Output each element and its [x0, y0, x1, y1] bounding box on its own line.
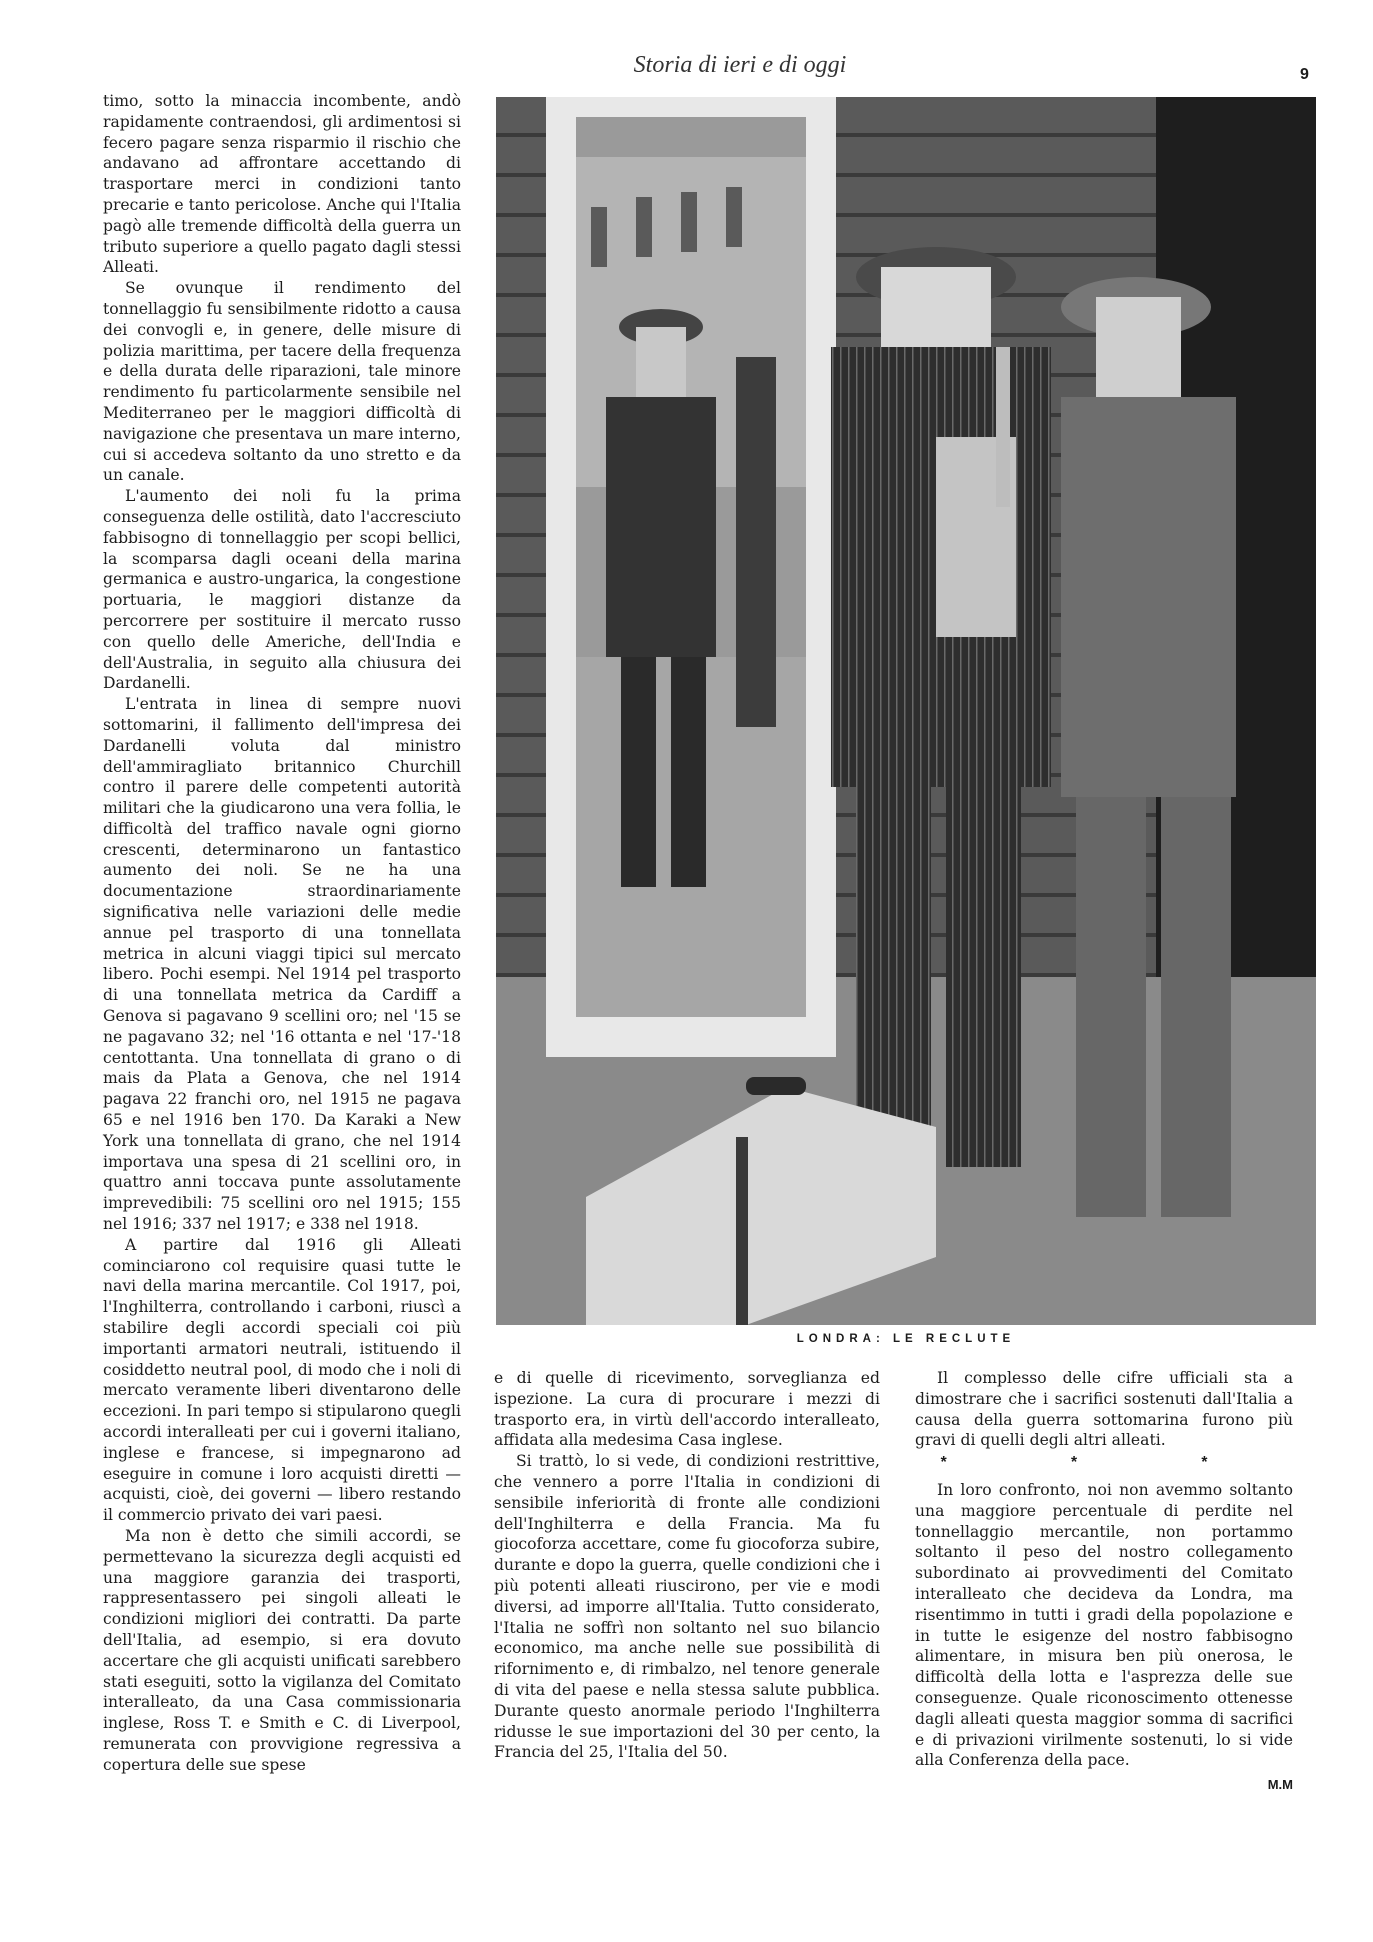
text-column-3	[915, 1368, 1293, 1796]
paragraph: L'entrata in linea di sempre nuovi sottomarini, il fallimento dell'impresa dei Dardanelli voluta dal ministro dell'ammiragliato britannico Churchill contro il parere delle competenti autorità militari che la giudicarono una vera follia, le difficoltà del traffico navale ogni giorno crescenti, determinarono un fantastico aumento dei noli. Se ne ha una documentazione straordinariamente significativa nelle variazioni delle medie annue pel trasporto di una tonnellata metrica in alcuni viaggi tipici sul mercato libero. Pochi esempi. Nel 1914 pel trasporto di una tonnellata metrica da Cardiff a Genova si pagavano 9 scellini oro; nel '15 se ne pagavano 32; nel '16 ottanta e nel '17-'18 centottanta. Una tonnellata di grano o di mais da Plata a Genova, che nel 1914 pagava 22 franchi oro, nel 1915 ne pagava 65 e nel 1916 ben 170. Da Karaki a New York una tonnellata di grano, che nel 1914 importava una spesa di 21 scellini oro, in quattro anni toccava punte assolutamente imprevedibili: 75 scellini oro nel 1915; 155 nel 1916; 337 nel 1917; e 338 nel 1918.	[103, 695, 461, 1234]
author-signature: M.M	[1267, 1777, 1293, 1793]
running-header-title: Storia di ieri e di oggi	[633, 52, 847, 78]
section-separator: * * *	[940, 1454, 1268, 1472]
paragraph: Il complesso delle cifre ufficiali sta a dimostrare che i sacrifici sostenuti dall'Italia a causa della guerra sottomarina furono più gravi di quelli degli altri alleati.	[915, 1369, 1293, 1450]
photo-illustration	[496, 97, 1316, 1325]
paragraph: L'aumento dei noli fu la prima conseguenza delle ostilità, dato l'accresciuto fabbisogno di tonnellaggio per scopi bellici, la scomparsa dagli oceani della marina germanica e austro-ungarica, la congestione portuaria, le maggiori distanze da percorrere per sostituire il mercato russo con quello delle Americhe, dell'India e dell'Australia, in seguito alla chiusura dei Dardanelli.	[103, 487, 461, 693]
text-column-1	[103, 91, 461, 1776]
paragraph: Ma non è detto che simili accordi, se permettevano la sicurezza degli acquisti ed una maggiore garanzia dei trasporti, rappresentassero pei singoli alleati le condizioni migliori dei contratti. Da parte dell'Italia, ad esempio, si era dovuto accertare che gli acquisti unificati sarebbero stati eseguiti, sotto la vigilanza del Comitato interalleato, da una Casa commissionaria inglese, Ross T. e Smith e C. di Liverpool, remunerata con provvigione regressiva a copertura delle sue spese	[103, 1526, 461, 1774]
paragraph: timo, sotto la minaccia incombente, andò rapidamente contraendosi, gli ardimentosi si fecero pagare senza risparmio il rischio che andavano ad affrontare accettando di trasportare merci in condizioni tanto precarie e tanto pericolose. Anche qui l'Italia pagò alle tremende difficoltà della guerra un tributo superiore a quello pagato dagli stessi Alleati.	[103, 92, 461, 277]
paragraph: Se ovunque il rendimento del tonnellaggio fu sensibilmente ridotto a causa dei convogli e, in genere, delle misure di polizia marittima, per tacere della frequenza e della durata delle riparazioni, tale minore rendimento fu particolarmente sensibile nel Mediterraneo per le maggiori difficoltà di navigazione che presentava un mare interno, cui si accedeva soltanto da uno stretto e da un canale.	[103, 279, 461, 485]
photo-caption: LONDRA: LE RECLUTE	[796, 1333, 1016, 1345]
photograph-recruits-mirror	[496, 97, 1316, 1325]
text-column-2	[494, 1368, 880, 1763]
paragraph: A partire dal 1916 gli Alleati cominciarono col requisire quasi tutte le navi della marina mercantile. Col 1917, poi, l'Inghilterra, controllando i carboni, riuscì a stabilire degli accordi speciali coi più importanti armatori neutrali, istituendo il cosiddetto neutral pool, di modo che i noli di mercato veramente liberi diventarono delle eccezioni. In pari tempo si stipularono quegli accordi interalleati per cui i governi italiano, inglese e francese, si impegnarono ad eseguire in comune i loro acquisti diretti — acquisti, cioè, dei governi — libero restando il commercio privato dei vari paesi.	[103, 1235, 461, 1525]
paragraph: Si trattò, lo si vede, di condizioni restrittive, che vennero a porre l'Italia in condizioni di sensibile inferiorità di fronte alle condizioni dell'Inghilterra e della Francia. Ma fu giocoforza accettare, come fu giocoforza subire, durante e dopo la guerra, quelle condizioni che i più potenti alleati riuscirono, per vie e modi diversi, ad imporre all'Italia. Tutto considerato, l'Italia ne soffrì non soltanto nel suo bilancio economico, ma anche nelle sue possibilità di rifornimento e, di rimbalzo, nel tenore generale di vita del paese e nella stessa salute pubblica. Durante questo anormale periodo l'Inghilterra ridusse le sue importazioni del 30 per cento, la Francia del 25, l'Italia del 50.	[494, 1452, 880, 1762]
paragraph: e di quelle di ricevimento, sorveglianza ed ispezione. La cura di procurare i mezzi di trasporto era, in virtù dell'accordo interalleato, affidata alla medesima Casa inglese.	[494, 1369, 880, 1450]
page-number: 9	[1300, 66, 1309, 83]
paragraph: In loro confronto, noi non avemmo soltanto una maggiore percentuale di perdite nel tonnellaggio mercantile, non portammo soltanto il peso del nostro collegamento subordinato ai provvedimenti del Comitato interalleato che decideva da Londra, ma risentimmo in tutti i gradi della popolazione e in tutte le esigenze del nostro fabbisogno alimentare, in misura ben più onerosa, le difficoltà della lotta e l'asprezza delle sue conseguenze. Quale riconoscimento ottenesse dagli alleati questa maggior somma di sacrifici e di privazioni virilmente sostenuti, lo si vide alla Conferenza della pace.	[915, 1480, 1293, 1770]
